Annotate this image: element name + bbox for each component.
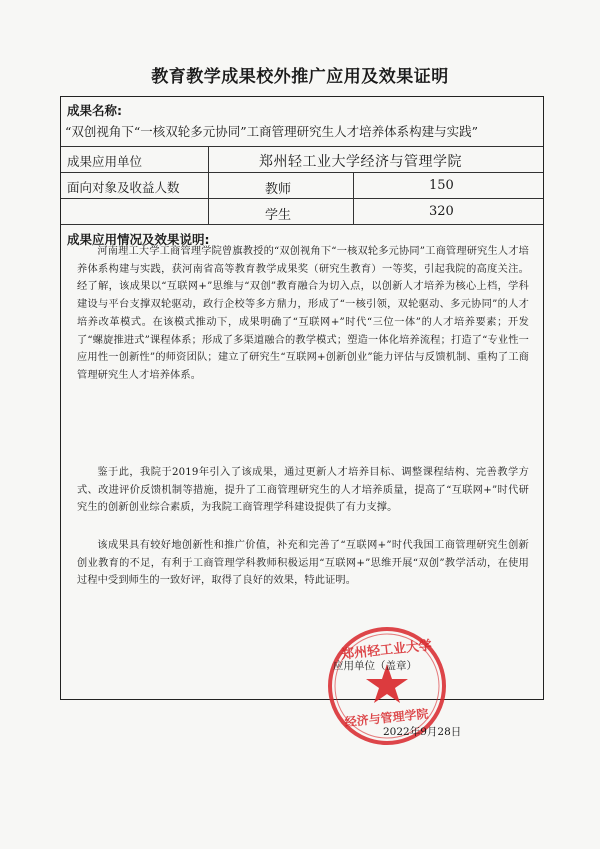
divider [208, 199, 209, 224]
beneficiary-group: 学生 [265, 208, 292, 223]
svg-text:经济与管理学院: 经济与管理学院 [344, 706, 430, 730]
beneficiary-group: 教师 [265, 182, 292, 197]
unit-row [61, 147, 543, 173]
achievement-name: “双创视角下“一核双轮多元协同”工商管理研究生人才培养体系构建与实践” [65, 124, 479, 139]
beneficiary-row [61, 173, 543, 199]
beneficiaries-label: 面向对象及收益人数 [67, 180, 180, 195]
svg-text:郑州轻工业大学: 郑州轻工业大学 [340, 638, 433, 663]
date: 2022年9月28日 [383, 726, 462, 738]
document-title: 教育教学成果校外推广应用及效果证明 [151, 67, 449, 87]
achievement-row [61, 97, 543, 147]
unit-value: 郑州轻工业大学经济与管理学院 [259, 154, 462, 170]
unit-label: 成果应用单位 [67, 154, 143, 169]
divider [208, 173, 209, 198]
divider [208, 147, 209, 172]
body-paragraph: 该成果具有较好地创新性和推广价值，补充和完善了“互联网+”时代我国工商管理研究生创新创业教育的不足，有利于工商管理学科教师积极运用“互联网+”思维开展“双创”教学活动，在使用过程中受到师生的一致好评，取得了良好的效果，特此证明。 [77, 540, 529, 587]
body-paragraph: 鉴于此，我院于2019年引入了该成果，通过更新人才培养目标、调整课程结构、完善教学方式、改进评价反馈机制等措施，提升了工商管理研究生的人才培养质量，提高了“互联网+”时代研究生的创新创业综合素质，为我院工商管理学科建设提供了有力支撑。 [77, 467, 529, 514]
divider [353, 199, 354, 224]
body-paragraph: 河南理工大学工商管理学院曾旗教授的“双创视角下“一核双轮多元协同”工商管理研究生人才培养体系构建与实践，获河南省高等教育教学成果奖（研究生教育）一等奖，引起我院的高度关注。经了解，该成果以“互联网+”思维与“双创”教育融合为切入点，以创新人才培养为核心上档，学科建设与平台支撑双轮驱动，政行企校等多方鼎力，形成了“一核引领，双轮驱动、多元协同”的人才培养改革模式。在该模式推动下，成果明确了“互联网+”时代“三位一体”的人才培养要素；开发了“螺旋推进式”课程体系；形成了多渠道融合的教学模式；塑造一体化培养流程；打造了“专业性一应用性一创新性”的师资团队；建立了研究生“互联网+创新创业”能力评估与反馈机制、重构了工商管理研究生人才培养体系。 [77, 246, 529, 381]
beneficiary-count: 320 [429, 204, 454, 219]
signature-label: 应用单位（盖章） [333, 660, 417, 672]
beneficiary-count: 150 [429, 178, 454, 193]
section-title: 成果应用情况及效果说明: [67, 232, 210, 247]
divider [353, 173, 354, 198]
certificate-table [60, 96, 544, 700]
beneficiary-row [61, 199, 543, 225]
achievement-label: 成果名称: [67, 103, 122, 118]
